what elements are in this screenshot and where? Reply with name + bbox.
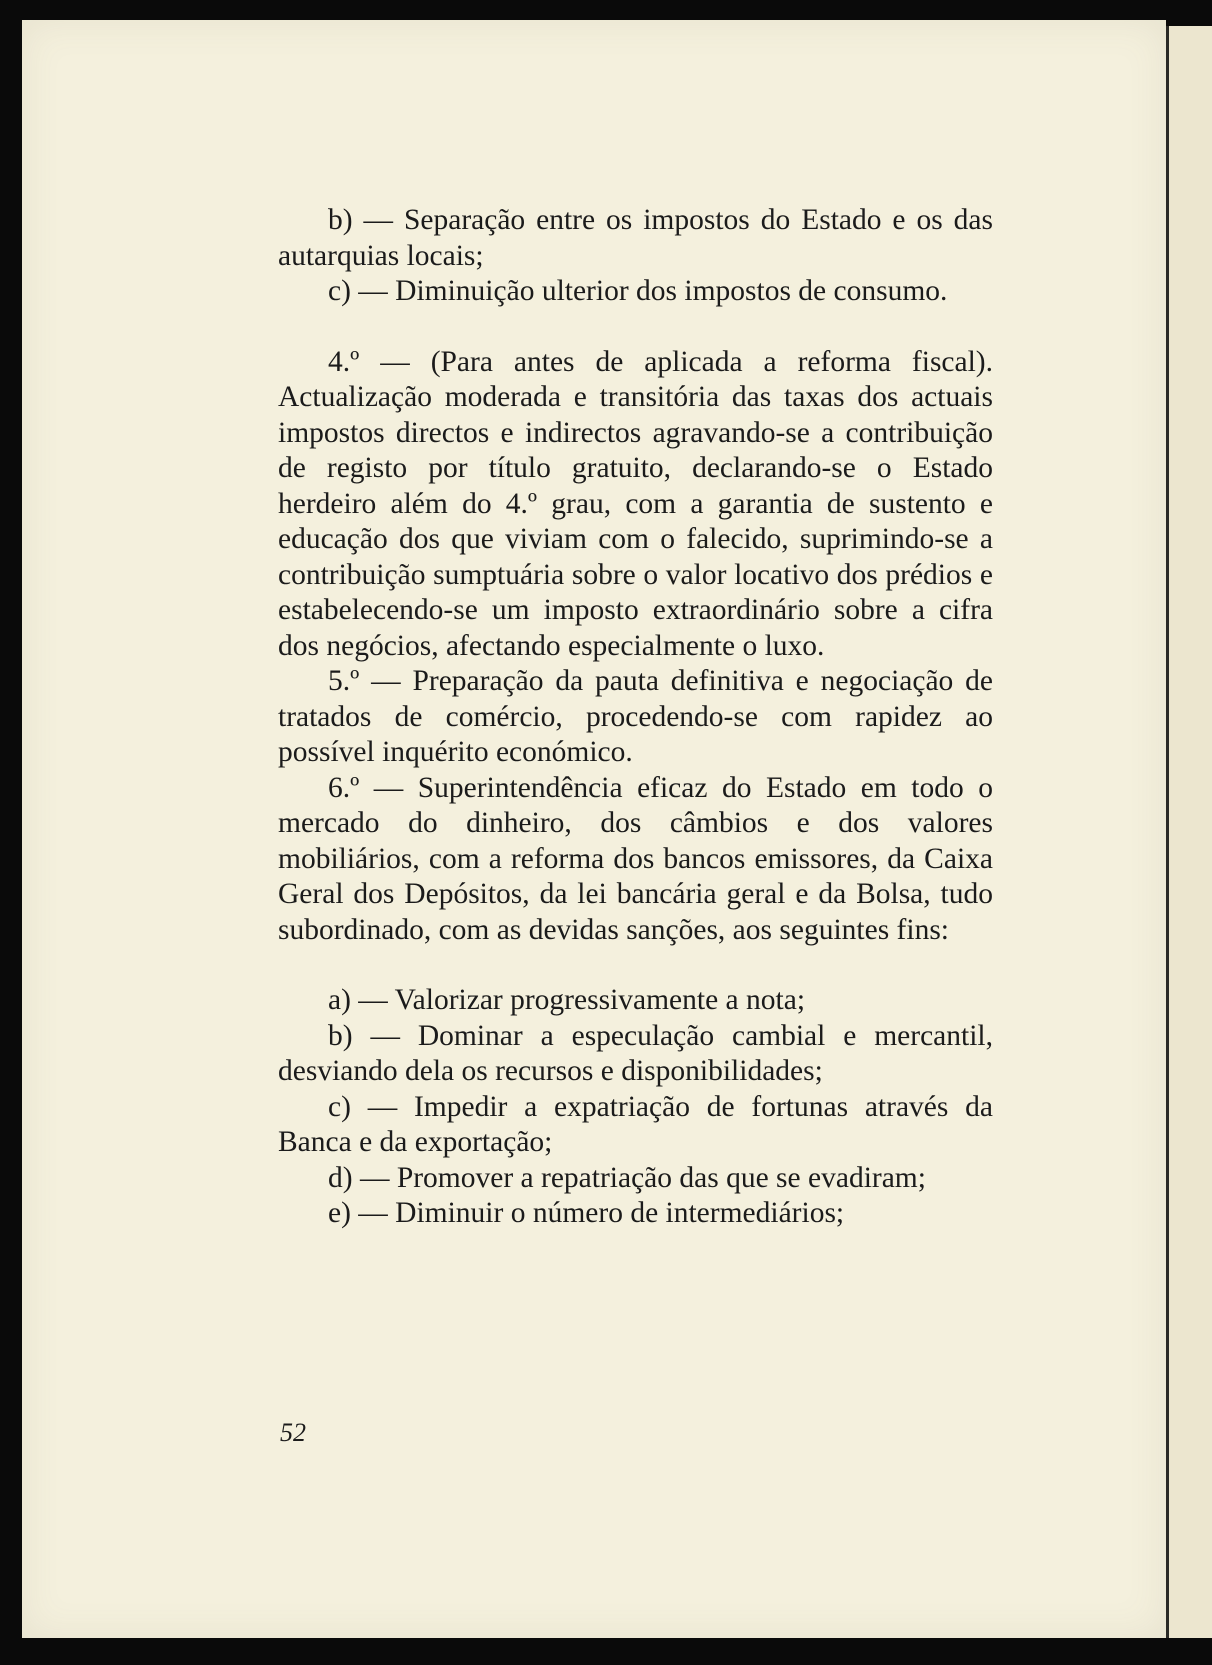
paragraph-gap [278,310,993,345]
item-b-dominar: b) — Dominar a especulação cambial e mercantil, desviando dela os recursos e disponibilidades; [278,1019,993,1087]
item-d-promover: d) — Promover a repatriação das que se evadiram; [328,1161,926,1194]
paragraph-4-reforma-fiscal: 4.º — (Para antes de aplicada a reforma fiscal). Actualização moderada e transitória das taxas dos actuais impostos directos e indirectos agravando-se a contribuição de registo por título gratuito, declarando-se o Estado herdeiro além do 4.º grau, com a garantia de sustento e educação dos que viviam com o falecido, suprimindo-se a contribuição sumptuária sobre o valor locativo dos prédios e estabelecendo-se um imposto extraordinário sobre a cifra dos negócios, afectando especialmente o luxo. [278,345,993,662]
paragraph-c-diminuicao-consumo: c) — Diminuição ulterior dos impostos de consumo. [328,275,948,307]
item-c-impedir: c) — Impedir a expatriação de fortunas através da Banca e da exportação; [278,1090,993,1158]
next-page-edge [1166,26,1212,1638]
paragraph-gap [278,948,993,983]
body-text [278,203,993,1232]
item-e-diminuir: e) — Diminuir o número de intermediários; [328,1197,845,1229]
paragraph-6-superintendencia: 6.º — Superintendência eficaz do Estado em todo o mercado do dinheiro, dos câmbios e dos valores mobiliários, com a reforma dos bancos emissores, da Caixa Geral dos Depósitos, da lei bancária geral e da Bolsa, tudo subordinado, com as devidas sanções, aos seguintes fins: [278,771,993,946]
page-number: 52 [280,1418,306,1447]
item-a-valorizar: a) — Valorizar progressivamente a nota; [328,984,806,1016]
paragraph-b-separacao: b) — Separação entre os impostos do Estado e os das autarquias locais; [278,204,993,272]
paragraph-5-pauta: 5.º — Preparação da pauta definitiva e negociação de tratados de comércio, procedendo-se com rapidez ao possível inquérito económico. [278,665,993,768]
